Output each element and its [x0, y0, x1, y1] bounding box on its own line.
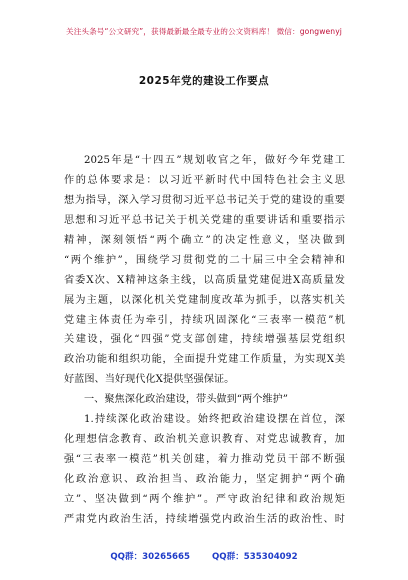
body-line: 1.持续深化政治建设。始终把政治建设摆在首位，深 — [84, 414, 345, 426]
body-line: “两个维护”，围绕学习贯彻党的二十届三中全会精神和 — [64, 254, 345, 266]
body-line: 作的总体要求是：以习近平新时代中国特色社会主义思 — [64, 174, 345, 186]
document-body — [64, 151, 345, 530]
body-line: 省委X次、X精神这条主线，以高质量党建促进X高质量发 — [64, 274, 345, 286]
body-line: 严肃党内政治生活，持续增强党内政治生活的政治性、时 — [64, 513, 345, 525]
body-line: 想为指导，深入学习贯彻习近平总书记关于党的建设的重要 — [64, 194, 345, 206]
body-line: 化理想信念教育、政治机关意识教育、对党忠诚教育，加 — [64, 434, 345, 446]
body-line: 精神，深刻领悟“两个确立”的决定性意义，坚决做到 — [64, 234, 345, 246]
document-title: 2025年党的建设工作要点 — [138, 75, 270, 87]
qq-group-2: QQ群：535304092 — [212, 552, 298, 562]
promo-banner: 关注头条号“公文研究”，获得最新最全最专业的公文资料库！ 微信：gongwenyj — [66, 27, 342, 36]
qq-group-1: QQ群：30265665 — [110, 552, 190, 562]
body-line: 2025年是“十四五”规划收官之年，做好今年党建工 — [84, 155, 345, 166]
qq-group-footer — [0, 550, 408, 562]
body-line: 立”、坚决做到“两个维护”。严守政治纪律和政治规矩 — [64, 493, 345, 505]
body-line: 展为主题，以深化机关党建制度改革为抓手，以落实机关 — [64, 294, 345, 306]
body-line: 化政治意识、政治担当、政治能力，坚定拥护“两个确 — [64, 474, 345, 485]
body-line: 思想和习近平总书记关于机关党建的重要讲话和重要指示 — [64, 214, 345, 226]
body-line: 党建主体责任为牵引，持续巩固深化“三表率一模范”机 — [64, 314, 345, 326]
body-line: 强“三表率一模范”机关创建，着力推动党员干部不断强 — [64, 454, 345, 466]
body-line: 政治功能和组织功能，全面提升党建工作质量，为实现X美 — [64, 354, 345, 366]
section-heading: 一、聚焦深化政治建设，带头做到“两个维护” — [84, 394, 288, 406]
body-line: 关建设，强化“四强”党支部创建，持续增强基层党组织 — [64, 334, 345, 346]
body-line: 好蓝图、当好现代化X提供坚强保证。 — [64, 374, 235, 386]
